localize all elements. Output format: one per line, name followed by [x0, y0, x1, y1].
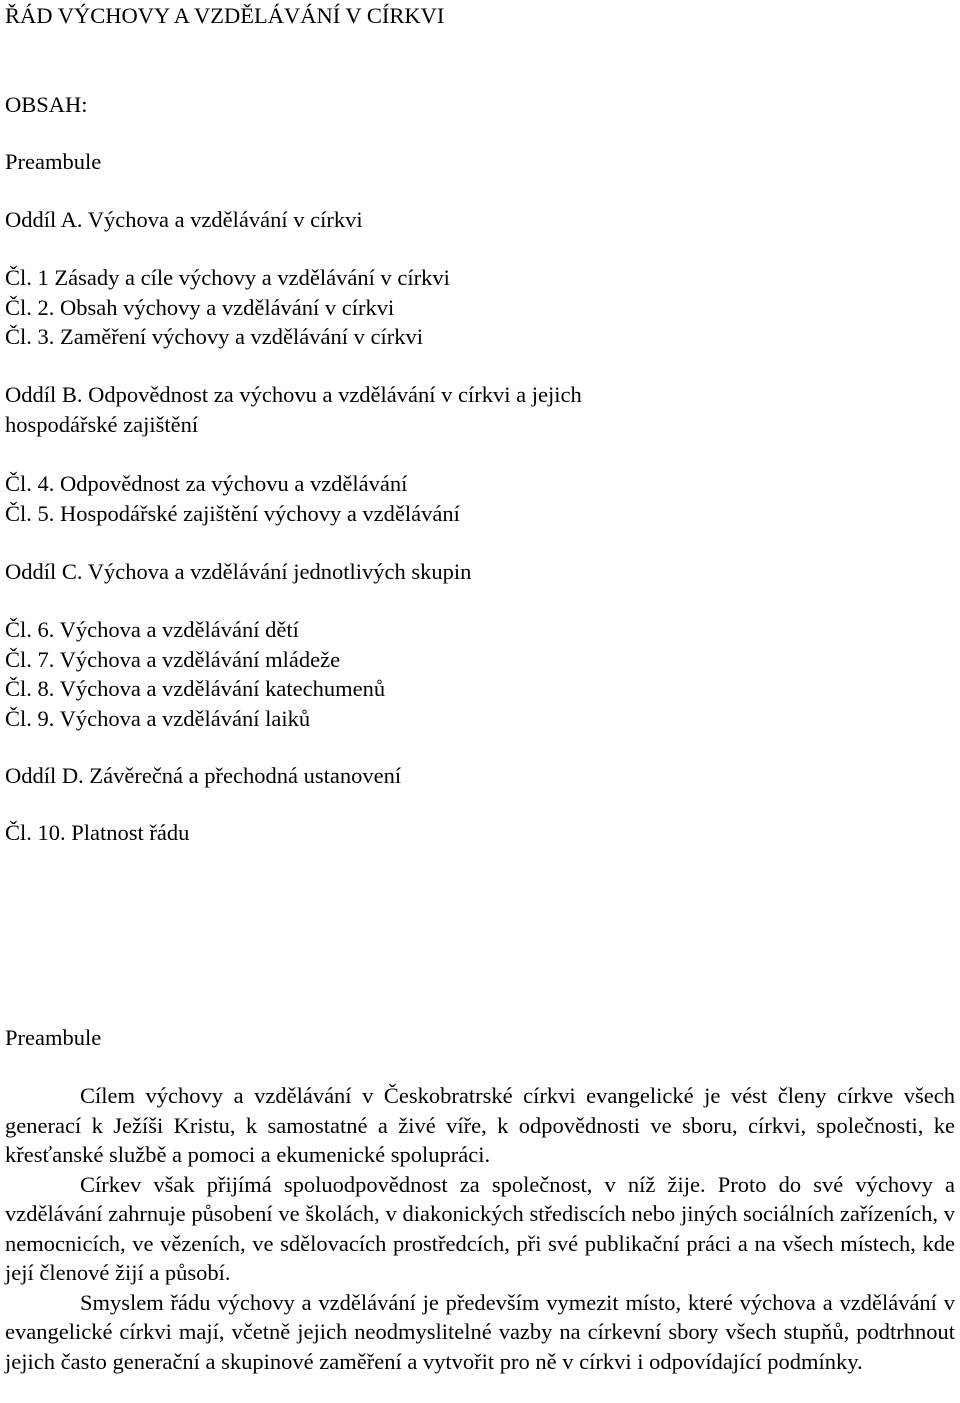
preamble-paragraph: Smyslem řádu výchovy a vzdělávání je především vymezit místo, které výchova a vzdělávání v evangelické církvi mají, včetně jejich neodmyslitelné vazby na církevní sbory všech stupňů, podtrhnout jejich často generační a skupinové zaměření a vytvořit pro ně v církvi i odpovídající podmínky.: [5, 1289, 955, 1374]
preamble-paragraph: Církev však přijímá spoluodpovědnost za společnost, v níž žije. Proto do své výchovy a vzdělávání zahrnuje působení ve školách, v diakonických střediscích nebo jiných sociálních zařízeních, v nemocnicích, ve vězeních, ve sdělovacích prostředcích, při své publikační práci a na všech místech, kde její členové žijí a působí.: [5, 1171, 955, 1285]
toc-article: Čl. 10. Platnost řádu: [5, 820, 190, 845]
toc-articles-b: [5, 469, 460, 528]
document-title: ŘÁD VÝCHOVY A VZDĚLÁVÁNÍ V CÍRKVI: [5, 3, 445, 28]
toc-section-c: Oddíl C. Výchova a vzdělávání jednotlivých skupin: [5, 559, 472, 584]
toc-section-b: [5, 380, 582, 439]
contents-heading: OBSAH:: [5, 92, 88, 117]
preamble-heading: Preambule: [5, 1025, 102, 1050]
toc-article: Čl. 8. Výchova a vzdělávání katechumenů: [5, 676, 386, 701]
toc-article: Čl. 5. Hospodářské zajištění výchovy a vzdělávání: [5, 500, 460, 526]
toc-section-b-line: Oddíl B. Odpovědnost za výchovu a vzdělávání v církvi a jejich: [5, 382, 582, 407]
toc-articles-d: [5, 818, 189, 848]
preamble-body: [5, 1081, 955, 1376]
toc-article: Čl. 6. Výchova a vzdělávání dětí: [5, 617, 299, 642]
toc-articles-c: [5, 615, 385, 733]
toc-section-b-line: hospodářské zajištění: [5, 411, 199, 437]
toc-article: Čl. 7. Výchova a vzdělávání mládeže: [5, 646, 341, 672]
toc-article: Čl. 4. Odpovědnost za výchovu a vzdělávání: [5, 471, 408, 496]
preamble-paragraph: Cílem výchovy a vzdělávání v Českobratrské církvi evangelické je vést členy církve všech generací k Ježíši Kristu, k samostatné a živé víře, k odpovědnosti ve sboru, církvi, společnosti, ke křesťanské službě a pomoci a ekumenické spolupráci.: [5, 1083, 955, 1167]
toc-article: Čl. 1 Zásady a cíle výchovy a vzdělávání v církvi: [5, 265, 450, 290]
toc-article: Čl. 3. Zaměření výchovy a vzdělávání v církvi: [5, 324, 423, 349]
toc-section-d: Oddíl D. Závěrečná a přechodná ustanovení: [5, 763, 402, 788]
toc-section-a: Oddíl A. Výchova a vzdělávání v církvi: [5, 207, 363, 232]
toc-articles-a: [5, 263, 450, 352]
toc-preamble: Preambule: [5, 149, 102, 174]
toc-article: Čl. 2. Obsah výchovy a vzdělávání v církvi: [5, 294, 395, 320]
toc-article: Čl. 9. Výchova a vzdělávání laiků: [5, 705, 311, 731]
